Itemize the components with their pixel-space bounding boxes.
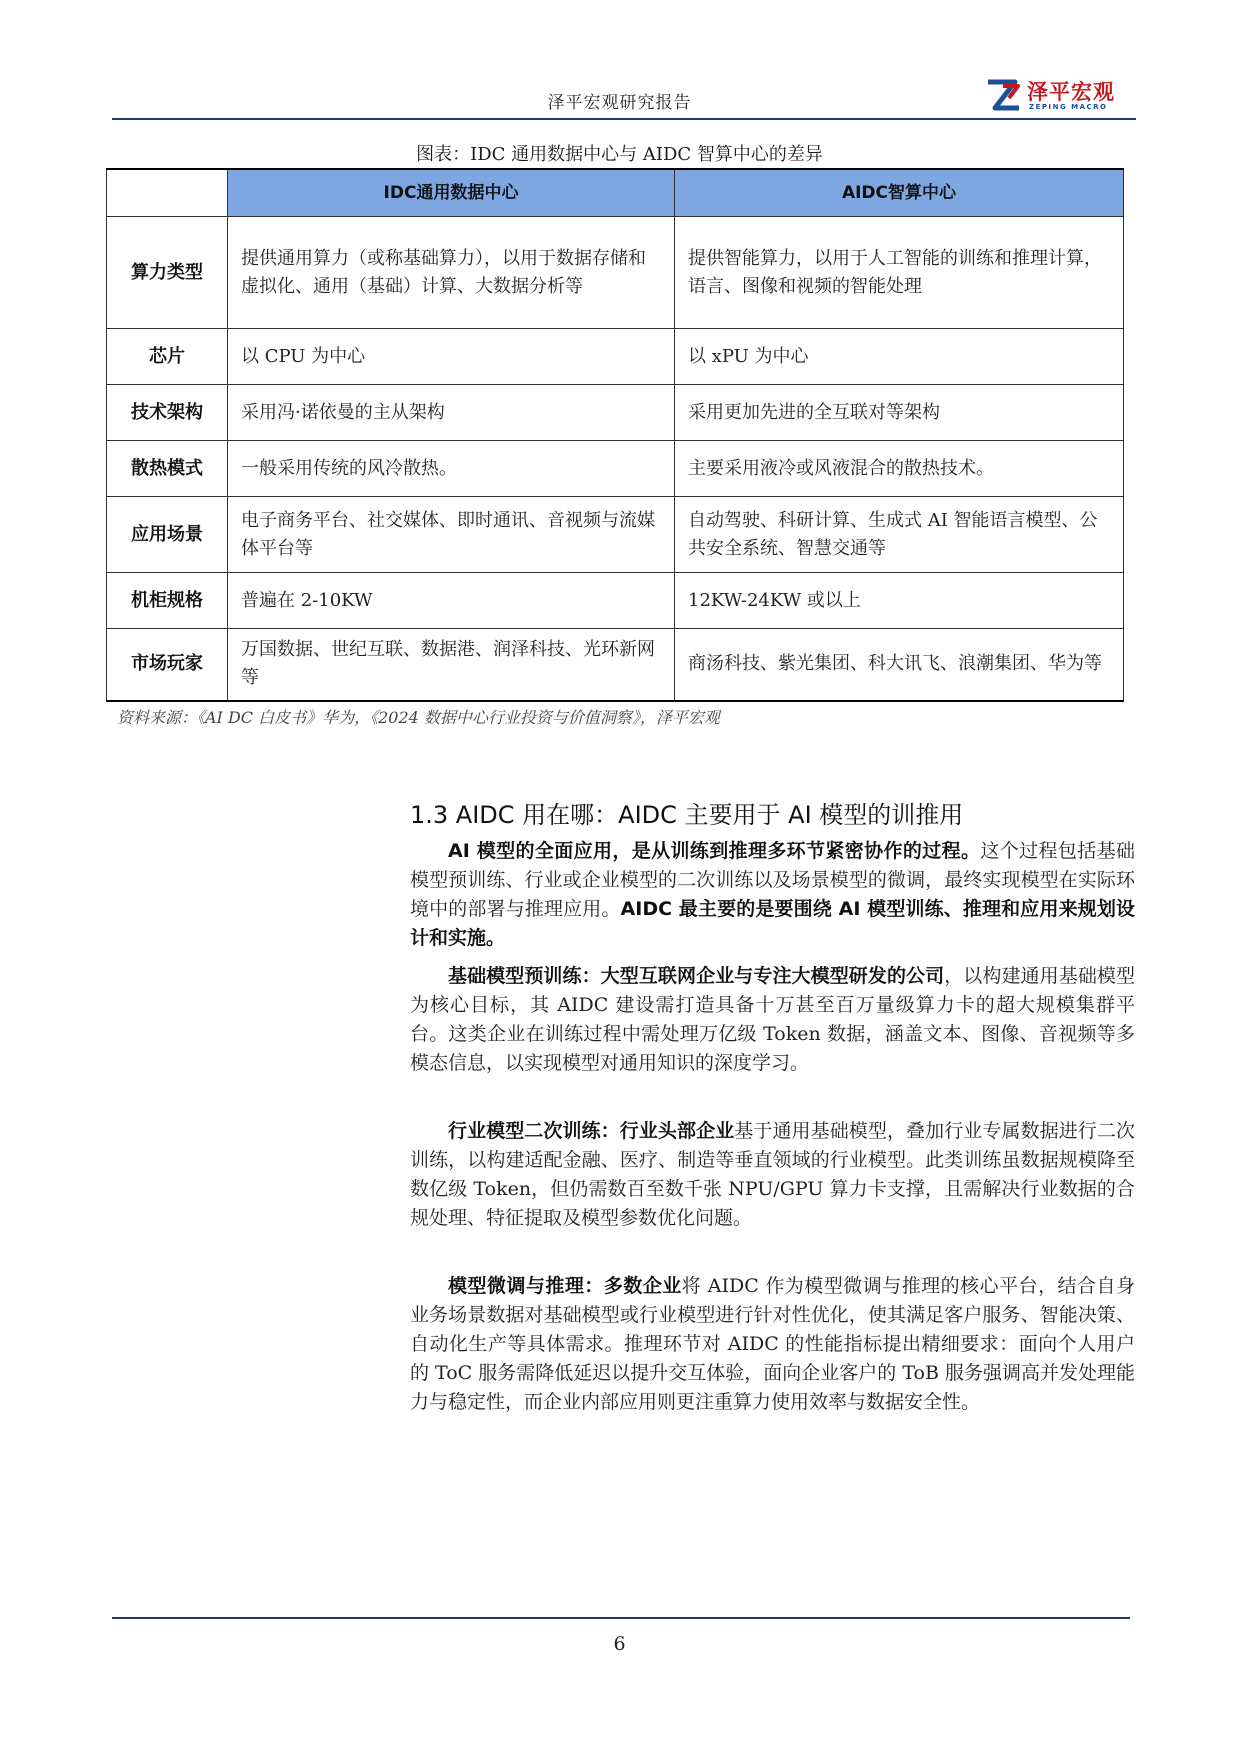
cell-aidc: 采用更加先进的全互联对等架构 (675, 385, 1124, 441)
row-label: 散热模式 (107, 441, 228, 497)
table-header-row (107, 169, 1124, 217)
paragraph-4 (410, 1272, 1135, 1417)
paragraph-text: 这个过程包括基础模型预训练、行业或企业模型的二次训练以及场景模型的微调，最终实现模型在实际环境中的部署与推理应用。 (410, 840, 1135, 920)
cell-idc: 提供通用算力（或称基础算力），以用于数据存储和虚拟化、通用（基础）计算、大数据分析等 (228, 217, 675, 329)
table-header-empty (107, 169, 228, 217)
cell-aidc: 主要采用液冷或风液混合的散热技术。 (675, 441, 1124, 497)
row-label: 芯片 (107, 329, 228, 385)
zeping-logo-mark-icon (985, 78, 1023, 114)
table-row (107, 385, 1124, 441)
cell-aidc: 提供智能算力，以用于人工智能的训练和推理计算，语言、图像和视频的智能处理 (675, 217, 1124, 329)
row-label: 算力类型 (107, 217, 228, 329)
row-label: 应用场景 (107, 497, 228, 573)
cell-idc: 万国数据、世纪互联、数据港、润泽科技、光环新网等 (228, 629, 675, 701)
report-header-title: 泽平宏观研究报告 (547, 93, 692, 113)
paragraph-text: 基于通用基础模型，叠加行业专属数据进行二次训练，以构建适配金融、医疗、制造等垂直领域的行业模型。此类训练虽数据规模降至数亿级 Token，但仍需数百至数千张 NPU/GPU 算力卡支撑，且需解决行业数据的合规处理、特征提取及模型参数优化问题。 (410, 1120, 1135, 1229)
comparison-table (106, 168, 1124, 702)
cell-aidc: 12KW-24KW 或以上 (675, 573, 1124, 629)
table-source-note: 资料来源：《AI DC 白皮书》华为，《2024 数据中心行业投资与价值洞察》，泽平宏观 (117, 708, 720, 727)
paragraph-text: 将 AIDC 作为模型微调与推理的核心平台，结合自身业务场景数据对基础模型或行业模型进行针对性优化，使其满足客户服务、智能决策、自动化生产等具体需求。推理环节对 AIDC 的性能指标提出精细要求：面向个人用户的 ToC 服务需降低延迟以提升交互体验，面向企业客户的 ToB 服务强调高并发处理能力与稳定性，而企业内部应用则更注重算力使用效率与数据安全性。 (410, 1275, 1135, 1413)
cell-idc: 采用冯·诺依曼的主从架构 (228, 385, 675, 441)
paragraph-bold: AIDC 最主要的是要围绕 AI 模型训练、推理和应用来规划设计和实施。 (410, 898, 1135, 949)
cell-idc: 电子商务平台、社交媒体、即时通讯、音视频与流媒体平台等 (228, 497, 675, 573)
header-divider (112, 118, 1136, 120)
paragraph-3 (410, 1117, 1135, 1233)
paragraph-bold: 模型微调与推理：多数企业 (448, 1275, 682, 1297)
paragraph-bold: AI 模型的全面应用，是从训练到推理多环节紧密协作的过程。 (448, 840, 981, 862)
row-label: 技术架构 (107, 385, 228, 441)
footer-divider (112, 1617, 1130, 1619)
table-row (107, 497, 1124, 573)
row-label: 机柜规格 (107, 573, 228, 629)
paragraph-text: ，以构建通用基础模型为核心目标，其 AIDC 建设需打造具备十万甚至百万量级算力卡的超大规模集群平台。这类企业在训练过程中需处理万亿级 Token 数据，涵盖文本、图像、音视频等多模态信息，以实现模型对通用知识的深度学习。 (410, 965, 1135, 1074)
row-label: 市场玩家 (107, 629, 228, 701)
table-row (107, 629, 1124, 701)
logo-subtext: ZEPING MACRO (1029, 103, 1108, 111)
paragraph-bold: 基础模型预训练：大型互联网企业与专注大模型研发的公司 (448, 965, 945, 987)
table-caption: 图表：IDC 通用数据中心与 AIDC 智算中心的差异 (416, 144, 823, 165)
section-heading: 1.3 AIDC 用在哪：AIDC 主要用于 AI 模型的训推用 (410, 801, 964, 829)
table-row (107, 329, 1124, 385)
table-header-idc: IDC通用数据中心 (228, 169, 675, 217)
cell-idc: 普遍在 2-10KW (228, 573, 675, 629)
cell-idc: 以 CPU 为中心 (228, 329, 675, 385)
paragraph-2 (410, 962, 1135, 1078)
cell-aidc: 商汤科技、紫光集团、科大讯飞、浪潮集团、华为等 (675, 629, 1124, 701)
table-row (107, 573, 1124, 629)
cell-idc: 一般采用传统的风冷散热。 (228, 441, 675, 497)
zeping-logo (985, 76, 1135, 116)
page-number: 6 (613, 1633, 626, 1655)
table-header-aidc: AIDC智算中心 (675, 169, 1124, 217)
table-row (107, 441, 1124, 497)
table-row (107, 217, 1124, 329)
cell-aidc: 以 xPU 为中心 (675, 329, 1124, 385)
logo-text: 泽平宏观 (1027, 80, 1115, 104)
paragraph-bold: 行业模型二次训练：行业头部企业 (448, 1120, 735, 1142)
paragraph-1 (410, 837, 1135, 953)
cell-aidc: 自动驾驶、科研计算、生成式 AI 智能语言模型、公共安全系统、智慧交通等 (675, 497, 1124, 573)
